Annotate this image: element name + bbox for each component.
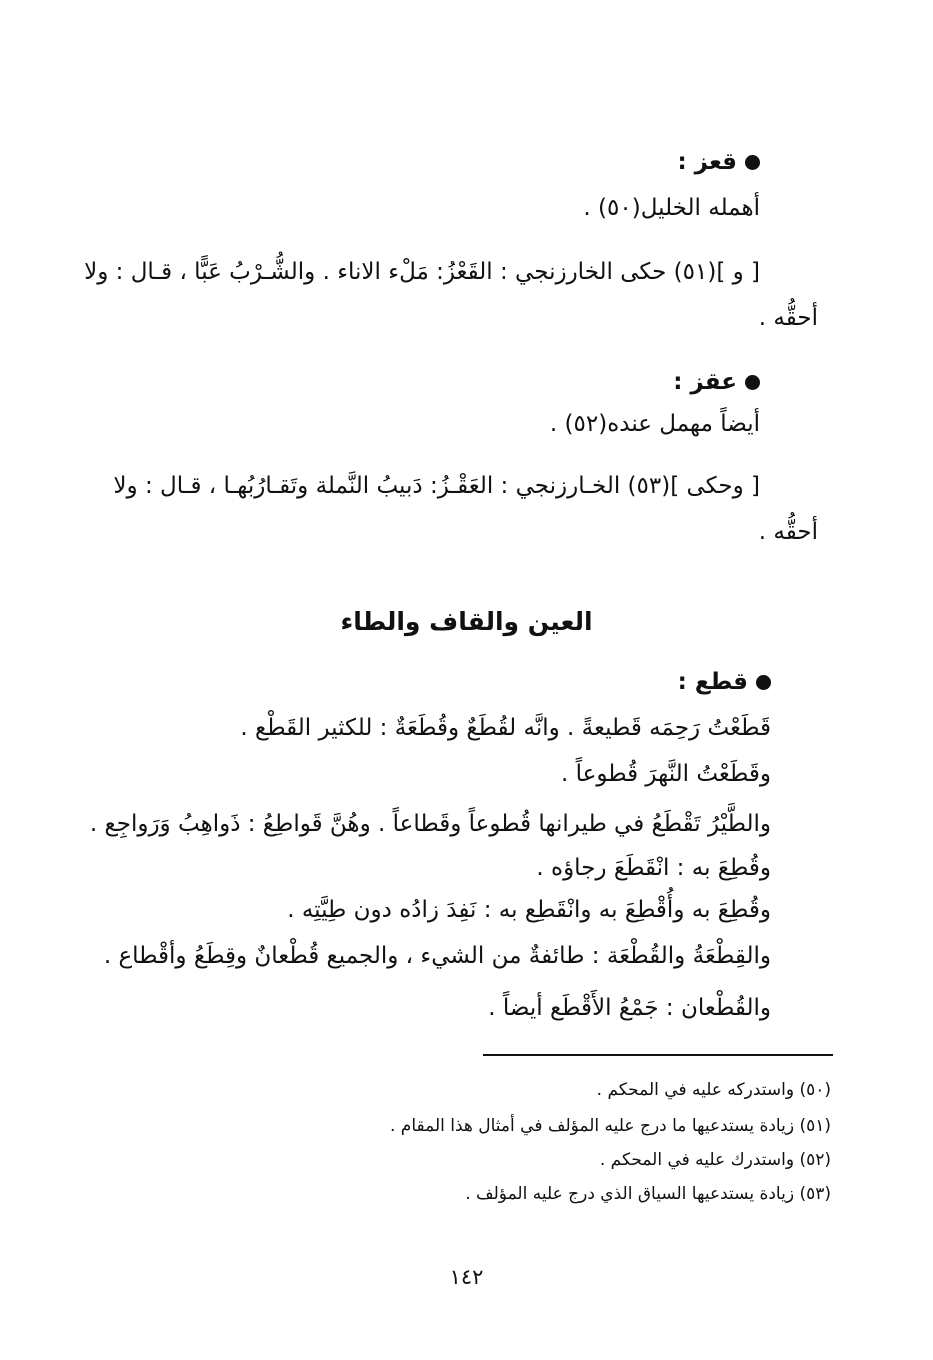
section-line-2: وقَطَعْتُ النَّهرَ قُطوعاً . [561,761,771,787]
headword-qaz [677,144,760,180]
headword-aqz-text: عقز : [673,369,737,395]
entry-aqz-line-1: أيضاً مهمل عنده(٥٢) . [549,411,760,437]
page-number: ١٤٢ [449,1265,484,1289]
footnote-53: (٥٣) زيادة يستدعيها السياق الذي درج عليه المؤلف . [465,1184,831,1204]
footnote-51: (٥١) زيادة يستدعيها ما درج عليه المؤلف في أمثال هذا المقام . [390,1116,831,1136]
headword-qat-text: قطع : [677,669,748,695]
headword-qat [678,664,771,700]
bullet-icon [745,155,760,170]
footnote-50: (٥٠) واستدركه عليه في المحكم . [596,1080,831,1100]
entry-qaz-line-1: أهمله الخليل(٥٠) . [583,195,760,221]
section-line-7: والقُطْعان : جَمْعُ الأَقْطَع أيضاً . [488,995,771,1021]
entry-aqz-note-line-1: [ وحكى ](٥٣) الخـارزنجي : العَقْـزُ: دَبيبُ النَّملة وتَقـارُبُهـا ، قـال : ولا [113,473,760,499]
entry-qaz-note-line-1: [ و ](٥١) حكى الخارزنجي : القَعْزُ: مَلْء الاناء . والشُّـرْبُ عَبًّا ، قـال : ولا [84,259,760,285]
entry-aqz-note-line-2: أحقُّه . [758,519,818,545]
section-line-1: قَطَعْتُ رَحِمَه قَطيعةً . وانَّه لقُطَعٌ وقُطَعَةٌ : للكثير القَطْع . [240,715,771,741]
section-line-3: والطَّيْرُ تَقْطَعُ في طيرانها قُطوعاً وقَطاعاً . وهُنَّ قَواطِعُ : ذَواهِبُ وَرَواجِع . [89,811,771,837]
section-line-5: وقُطِعَ به وأُقْطِعَ به وانْقَطِع به : نَفِدَ زادُه دون طِيَّتِه . [287,897,771,923]
entry-qaz-note-line-2: أحقُّه . [758,305,818,331]
headword-qaz-text: قعز : [677,149,737,175]
bullet-icon [745,375,760,390]
footnote-52: (٥٢) واستدرك عليه في المحكم . [599,1150,831,1170]
bullet-icon [756,675,771,690]
headword-aqz [673,364,760,400]
footnote-divider [483,1054,833,1056]
section-title: العين والقاف والطاء [340,607,593,636]
section-line-4: وقُطِعَ به : انْقَطَعَ رجاؤه . [536,855,771,881]
section-line-6: والقِطْعَةُ والقُطْعَة : طائفةٌ من الشيء ، والجميع قُطْعانٌ وقِطَعُ وأقْطاع . [103,943,771,969]
